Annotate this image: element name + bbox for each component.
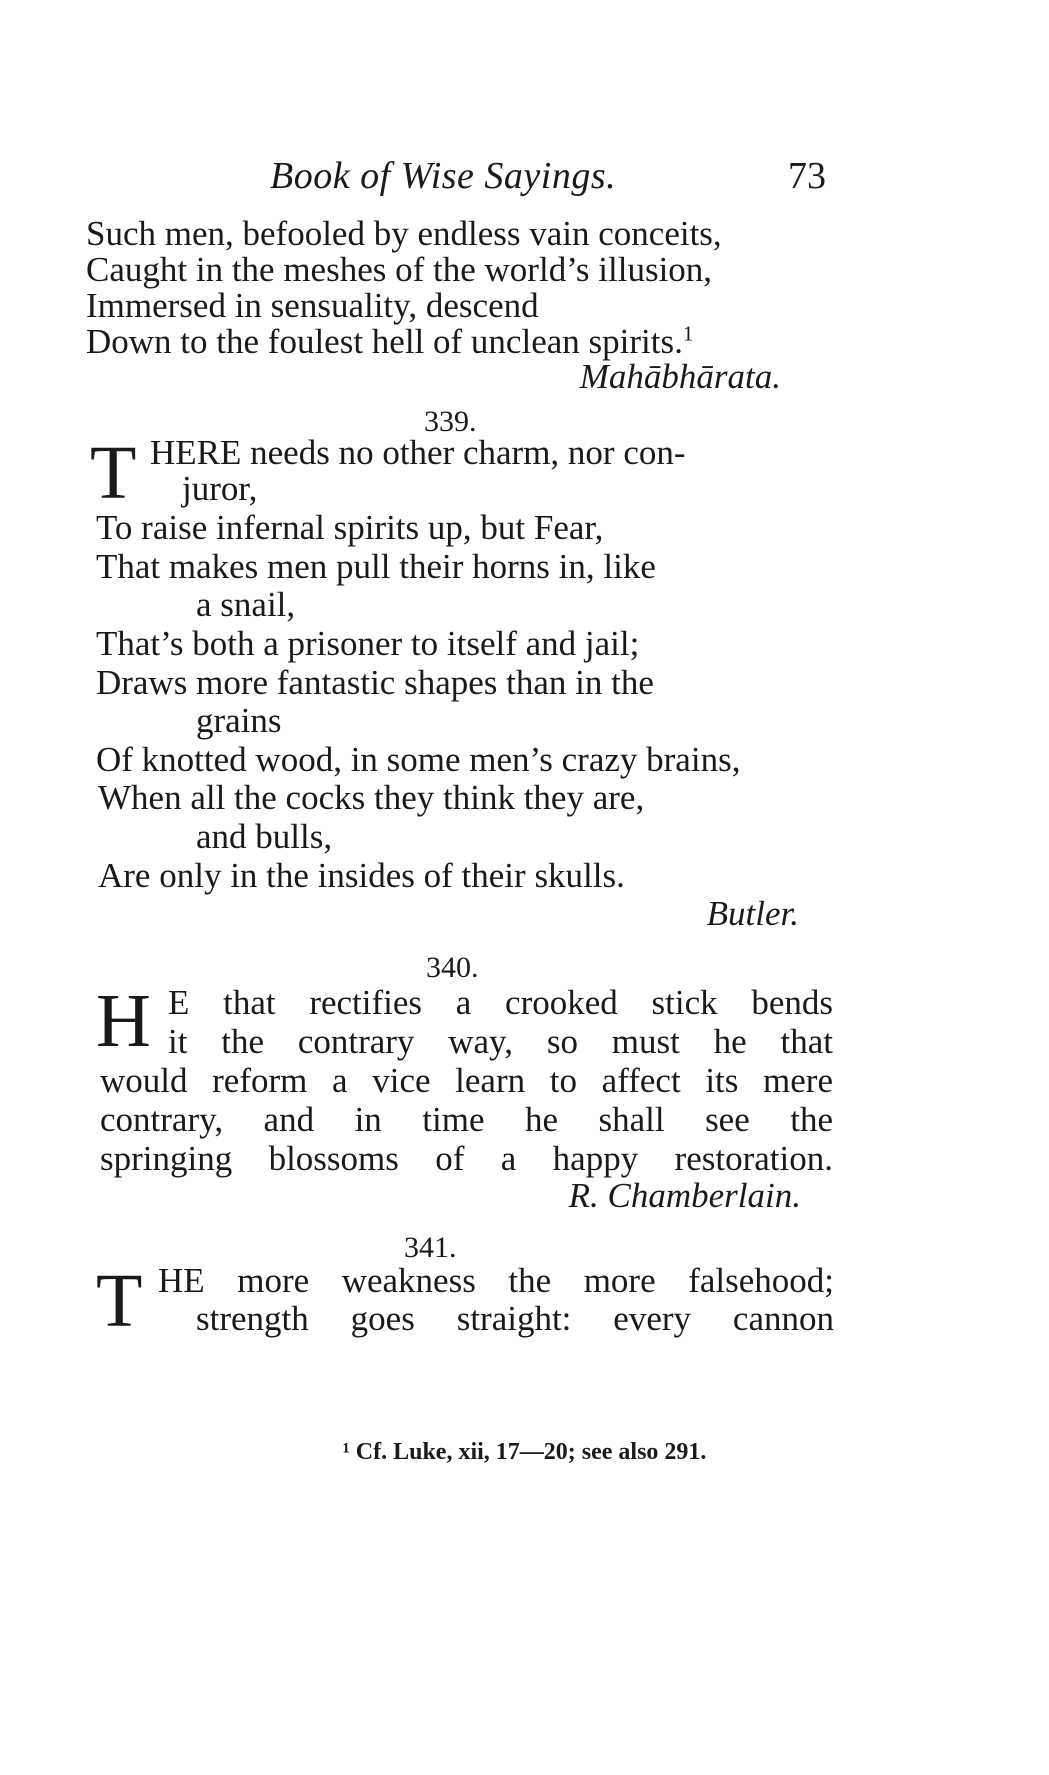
verse-line: a snail, bbox=[196, 585, 296, 624]
saying-number: 341. bbox=[404, 1231, 457, 1264]
verse-line: juror, bbox=[182, 469, 258, 508]
prose-line: E that rectifies a crooked stick bends bbox=[168, 983, 833, 1022]
verse-line: That’s both a prisoner to itself and jail; bbox=[96, 624, 640, 663]
attribution: Mahābhārata. bbox=[579, 357, 781, 396]
verse-line: Caught in the meshes of the world’s illusion, bbox=[86, 250, 713, 289]
verse-line: Are only in the insides of their skulls. bbox=[98, 856, 625, 895]
drop-cap: T bbox=[90, 431, 137, 515]
prose-line: HE more weakness the more falsehood; bbox=[158, 1261, 834, 1300]
verse-line: HERE needs no other charm, nor con- bbox=[150, 433, 686, 472]
prose-line: it the contrary way, so must he that bbox=[168, 1022, 833, 1061]
running-title: Book of Wise Sayings. bbox=[270, 155, 617, 197]
verse-line: Such men, befooled by endless vain conceits, bbox=[86, 214, 722, 253]
verse-line: Of knotted wood, in some men’s crazy brains, bbox=[96, 740, 741, 779]
verse-line: and bulls, bbox=[196, 817, 333, 856]
prose-line: would reform a vice learn to affect its mere bbox=[100, 1061, 833, 1100]
prose-line: springing blossoms of a happy restoration. bbox=[100, 1139, 833, 1178]
drop-cap: H bbox=[96, 979, 151, 1063]
verse-line: Draws more fantastic shapes than in the bbox=[96, 663, 654, 702]
prose-line: strength goes straight: every cannon bbox=[196, 1299, 834, 1338]
verse-text: Down to the foulest hell of unclean spirits. bbox=[86, 322, 683, 361]
attribution: R. Chamberlain. bbox=[568, 1176, 801, 1215]
footnote: ¹ Cf. Luke, xii, 17—20; see also 291. bbox=[342, 1439, 707, 1465]
footnote-marker: 1 bbox=[682, 321, 694, 346]
drop-cap: T bbox=[96, 1259, 143, 1343]
saying-number: 339. bbox=[424, 405, 477, 438]
verse-line: Immersed in sensuality, descend bbox=[86, 286, 539, 325]
prose-line: contrary, and in time he shall see the bbox=[100, 1100, 833, 1139]
page-header bbox=[0, 154, 1049, 204]
verse-line: That makes men pull their horns in, like bbox=[96, 547, 656, 586]
verse-line bbox=[86, 322, 693, 361]
verse-line: To raise infernal spirits up, but Fear, bbox=[96, 508, 604, 547]
verse-line: grains bbox=[196, 701, 282, 740]
page-number: 73 bbox=[788, 155, 826, 197]
saying-number: 340. bbox=[426, 951, 479, 984]
attribution: Butler. bbox=[706, 894, 799, 933]
verse-line: When all the cocks they think they are, bbox=[98, 778, 645, 817]
